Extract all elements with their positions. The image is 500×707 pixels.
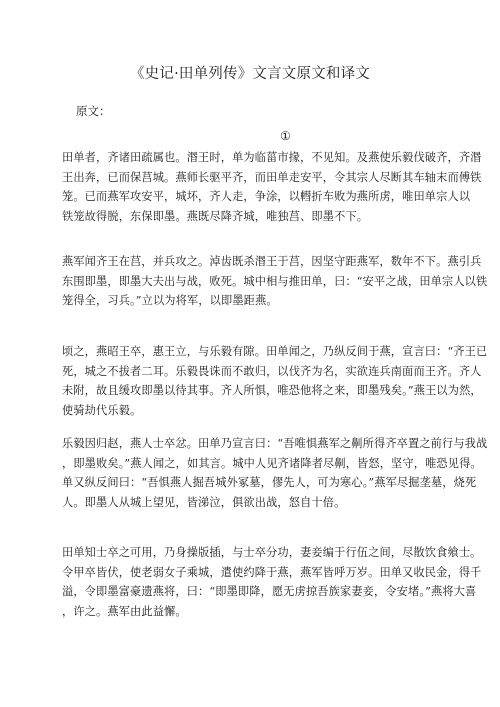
paragraph-line: 笼。已而燕军攻安平，城坏，齐人走，争涂，以轊折车败为燕所虏，唯田单宗人以 [62,190,471,204]
paragraph-5 [62,543,482,621]
paragraph-line: 燕军闻齐王在莒，并兵攻之。淖齿既杀湣王于莒，因坚守距燕军，数年不下。燕引兵 [62,255,482,268]
paragraph-line: 田单知士卒之可用，乃身操版插，与士卒分功，妻妾编于行伍之间，尽散饮食飨士。 [62,546,482,559]
paragraph-line: 死，城之不拔者二耳。乐毅畏诛而不敢归，以伐齐为名，实欲连兵南面而王齐。齐人 [62,364,482,378]
paragraph-line: 笼得全，习兵。”立以为将军，以即墨距燕。 [62,294,278,308]
paragraph-line: 东围即墨，即墨大夫出与战，败死。城中相与推田单，曰：“安平之战，田单宗人以铁 [62,274,488,288]
paragraph-line: 单又纵反间曰：“吾惧燕人掘吾城外冢墓，僇先人，可为寒心。”燕军尽掘垄墓，烧死 [62,476,477,490]
paragraph-1 [62,148,482,226]
paragraph-line: 人。即墨人从城上望见，皆涕泣，俱欲出战，怒自十倍。 [62,495,346,509]
paragraph-line: ，即墨败矣。”燕人闻之，如其言。城中人见齐诸降者尽劓，皆怒，坚守，唯恐见得。 [62,456,482,470]
section-label: 原文： [76,104,111,118]
paragraph-line: 铁笼故得脱，东保即墨。燕既尽降齐城，唯独莒、即墨不下。 [62,209,369,223]
paragraph-line: 田单者，齐诸田疏属也。湣王时，单为临菑市掾，不见知。及燕使乐毅伐破齐，齐湣 [62,151,482,164]
paragraph-line: 未附，故且缓攻即墨以待其事。齐人所惧，唯恐他将之来，即墨残矣。”燕王以为然， [62,384,482,398]
paragraph-4 [62,434,488,512]
paragraph-line: 顷之，燕昭王卒，惠王立，与乐毅有隙。田单闻之，乃纵反间于燕，宣言曰：“齐王已 [62,345,488,358]
paragraph-line: 王出奔，已而保莒城。燕师长驱平齐，而田单走安平，令其宗人尽断其车轴末而傅铁 [62,170,482,184]
paragraph-2 [62,252,488,311]
paragraph-line: 使骑劫代乐毅。 [62,403,142,417]
paragraph-line: 乐毅因归赵，燕人士卒忿。田单乃宣言曰：“吾唯惧燕军之劓所得齐卒置之前行与我战 [62,437,488,450]
document-title: 《史记·田单列传》文言文原文和译文 [129,66,370,82]
footnote-marker: ① [280,129,291,143]
paragraph-line: 溢，令即墨富豪遗燕将，曰：“即墨即降，愿无虏掠吾族家妻妾，令安堵。”燕将大喜 [62,585,477,599]
paragraph-line: ，许之。燕军由此益懈。 [62,604,187,618]
paragraph-3 [62,342,488,420]
paragraph-line: 令甲卒皆伏，使老弱女子乘城，遣使约降于燕，燕军皆呼万岁。田单又收民金，得千 [62,565,482,579]
